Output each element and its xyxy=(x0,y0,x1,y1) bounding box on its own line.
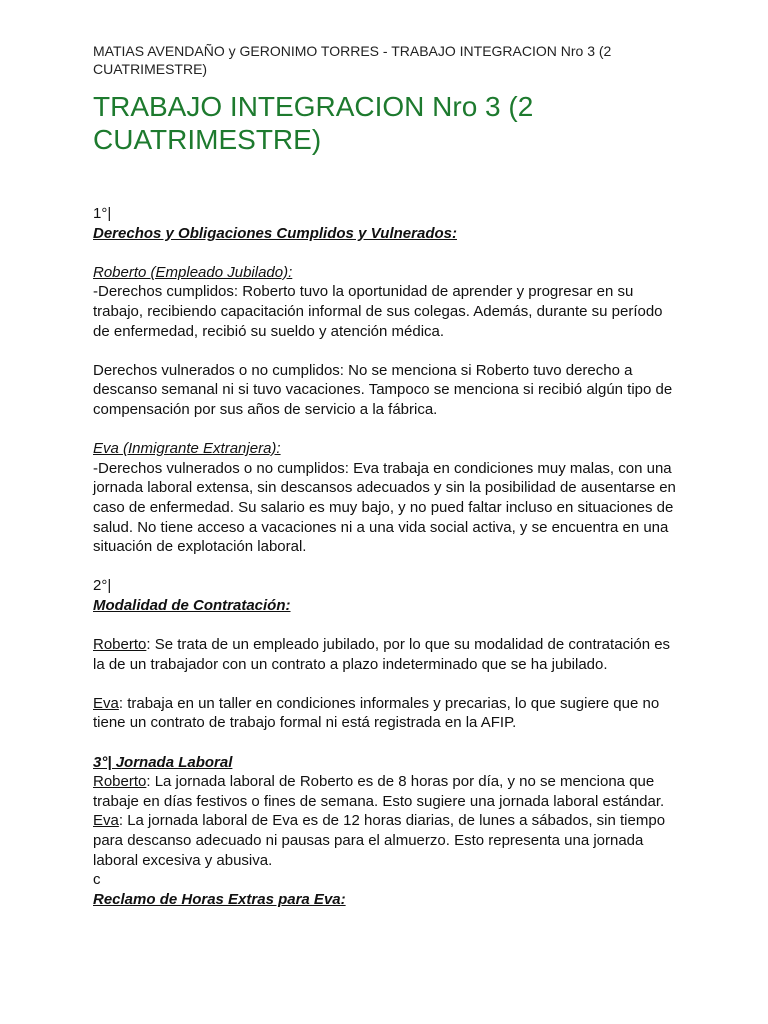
section-2-roberto-text: : Se trata de un empleado jubilado, por lo que su modalidad de contratación es la de un trabajador con un contrato a plazo indeterminado que se ha jubilado. xyxy=(93,636,671,673)
roberto-label: Roberto (Empleado Jubilado): xyxy=(93,263,293,281)
section-1-number: 1°| xyxy=(93,205,112,222)
section-2-roberto-paragraph xyxy=(93,635,683,674)
section-1-heading: Derechos y Obligaciones Cumplidos y Vulnerados: xyxy=(93,224,457,242)
document-title: TRABAJO INTEGRACION Nro 3 (2 CUATRIMESTRE) xyxy=(93,91,534,155)
eva-label: Eva (Inmigrante Extranjera): xyxy=(93,440,281,458)
section-2-eva-paragraph xyxy=(93,694,683,733)
section-2-eva-text: : trabaja en un taller en condiciones informales y precarias, lo que sugiere que no tiene un contrato de trabajo formal ni está registrada en la AFIP. xyxy=(93,694,660,732)
roberto-derechos-cumplidos: -Derechos cumplidos: Roberto tuvo la oportunidad de aprender y progresar en su trabajo, recibiendo capacitación informal de sus colegas. Además, durante su período de enfermedad, recibió su sueldo y atención médica. xyxy=(93,283,663,340)
section-3-eva-paragraph xyxy=(93,811,683,870)
stray-character: c xyxy=(93,871,101,889)
running-header: MATIAS AVENDAÑO y GERONIMO TORRES - TRABAJO INTEGRACION Nro 3 (2 CUATRIMESTRE) xyxy=(93,43,612,77)
section-2-number: 2°| xyxy=(93,577,112,595)
section-3-heading: 3°| Jornada Laboral xyxy=(93,753,233,771)
roberto-derechos-vulnerados: Derechos vulnerados o no cumplidos: No se menciona si Roberto tuvo derecho a descanso semanal ni si tuvo vacaciones. Tampoco se menciona si recibió algún tipo de compensación por sus años de servicio a la fábrica. xyxy=(93,361,673,418)
section-3-roberto-text: : La jornada laboral de Roberto es de 8 horas por día, y no se menciona que trabaje en días festivos o fines de semana. Esto sugiere una jornada laboral estándar. xyxy=(93,773,665,810)
section-3-eva-label: Eva xyxy=(93,812,119,830)
section-4-heading: Reclamo de Horas Extras para Eva: xyxy=(93,890,346,908)
document-header-block xyxy=(93,42,683,156)
section-2-heading: Modalidad de Contratación: xyxy=(93,596,291,614)
document-body xyxy=(93,204,683,909)
section-3-roberto-paragraph xyxy=(93,772,683,811)
section-3-eva-text: : La jornada laboral de Eva es de 12 horas diarias, de lunes a sábados, sin tiempo para descanso adecuado ni pausas para el almuerzo. Esto representa una jornada laboral excesiva y abusiva. xyxy=(93,812,666,869)
section-3-roberto-label: Roberto xyxy=(93,773,147,791)
eva-derechos-vulnerados: -Derechos vulnerados o no cumplidos: Eva trabaja en condiciones muy malas, con una jornada laboral extensa, sin descansos adecuados y sin la posibilidad de ausentarse en caso de enfermedad. Su salario es muy bajo, y no pued faltar incluso en situaciones de salud. No tiene acceso a vacaciones ni a una vida social activa, y se encuentra en una situación de explotación laboral. xyxy=(93,459,676,556)
section-2-eva-label: Eva xyxy=(93,694,119,712)
section-2-roberto-label: Roberto xyxy=(93,636,147,654)
